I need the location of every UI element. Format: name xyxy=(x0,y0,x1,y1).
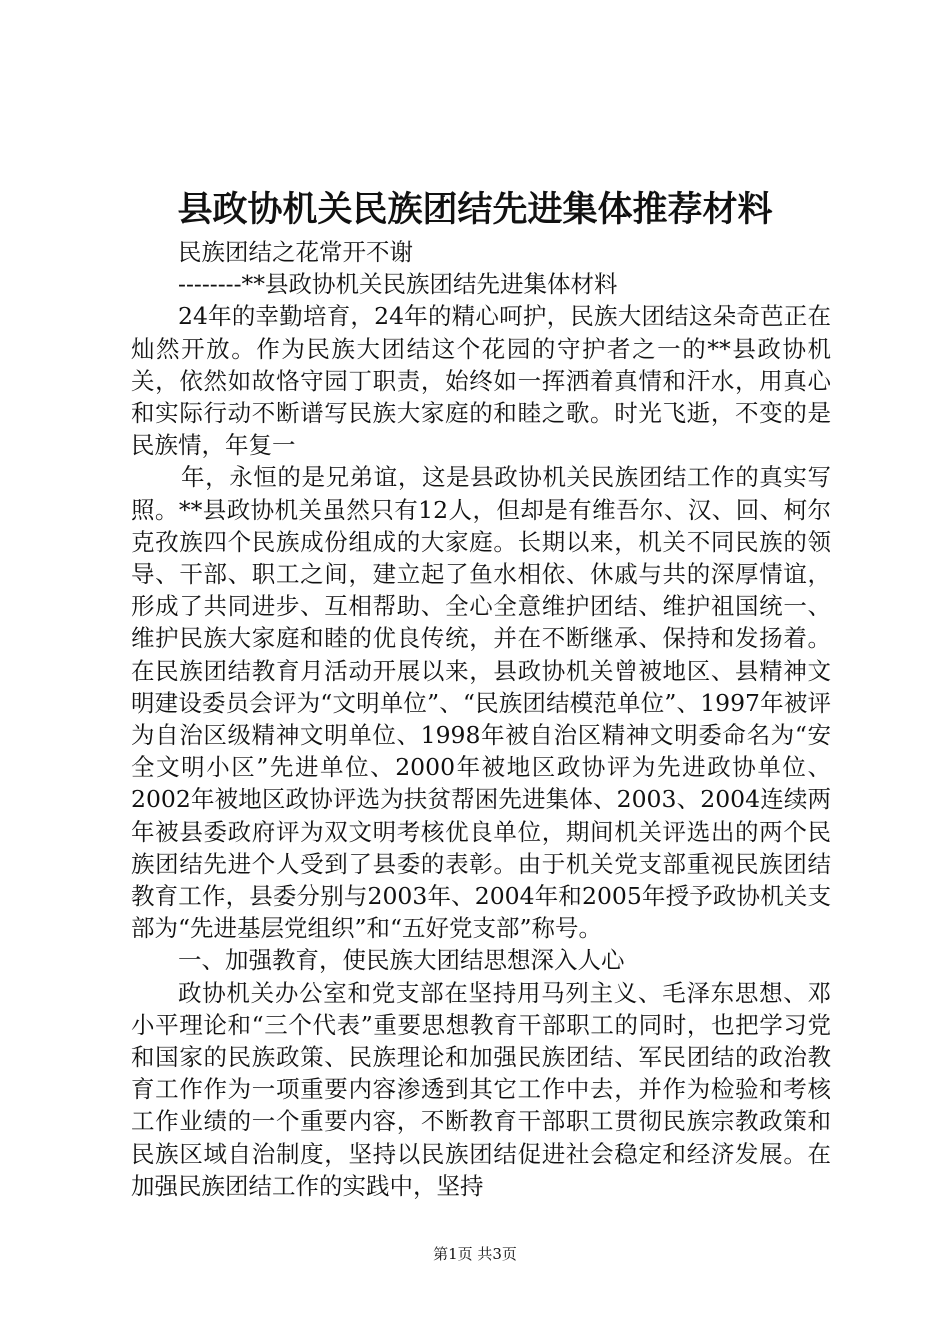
section-heading: 一、加强教育，使民族大团结思想深入人心 xyxy=(178,946,625,975)
paragraph: 政协机关办公室和党支部在坚持用马列主义、毛泽东思想、邓小平理论和“三个代表”重要思想教育干部职工的同时，也把学习党和国家的民族政策、民族理论和加强民族团结、军民团结的政治教育工作作为一项重要内容渗透到其它工作中去，并作为检验和考核工作业绩的一个重要内容，不断教育干部职工贯彻民族宗教政策和民族区域自治制度，坚持以民族团结促进社会稳定和经济发展。在加强民族团结工作的实践中，坚持 xyxy=(131,978,831,1200)
paragraph: 24年的幸勤培育，24年的精心呵护，民族大团结这朵奇芭正在灿然开放。作为民族大团结这个花园的守护者之一的**县政协机关，依然如故恪守园丁职责，始终如一挥洒着真情和汗水，用真心和实际行动不断谱写民族大家庭的和睦之歌。时光飞逝，不变的是民族情，年复一 xyxy=(131,302,831,460)
paragraph: 年，永恒的是兄弟谊，这是县政协机关民族团结工作的真实写照。**县政协机关虽然只有12人，但却是有维吾尔、汉、回、柯尔克孜族四个民族成份组成的大家庭。长期以来，机关不同民族的领导、干部、职工之间，建立起了鱼水相依、休戚与共的深厚情谊，形成了共同进步、互相帮助、全心全意维护团结、维护祖国统一、维护民族大家庭和睦的优良传统，并在不断继承、保持和发扬着。在民族团结教育月活动开展以来，县政协机关曾被地区、县精神文明建设委员会评为“文明单位”、“民族团结模范单位”、1997年被评为自治区级精神文明单位、1998年被自治区精神文明委命名为“安全文明小区”先进单位、2000年被地区政协评为先进政协单位、2002年被地区政协评选为扶贫帮困先进集体、2003、2004连续两年被县委政府评为双文明考核优良单位，期间机关评选出的两个民族团结先进个人受到了县委的表彰。由于机关党支部重视民族团结教育工作，县委分别与2003年、2004年和2005年授予政协机关支部为“先进基层党组织”和“五好党支部”称号。 xyxy=(131,463,831,943)
document-body xyxy=(131,236,831,1202)
subtitle-line: --------**县政协机关民族团结先进集体材料 xyxy=(178,270,618,299)
subtitle-line: 民族团结之花常开不谢 xyxy=(178,238,413,266)
page-footer: 第1页 共3页 xyxy=(433,1245,517,1263)
document-title: 县政协机关民族团结先进集体推荐材料 xyxy=(177,190,773,230)
